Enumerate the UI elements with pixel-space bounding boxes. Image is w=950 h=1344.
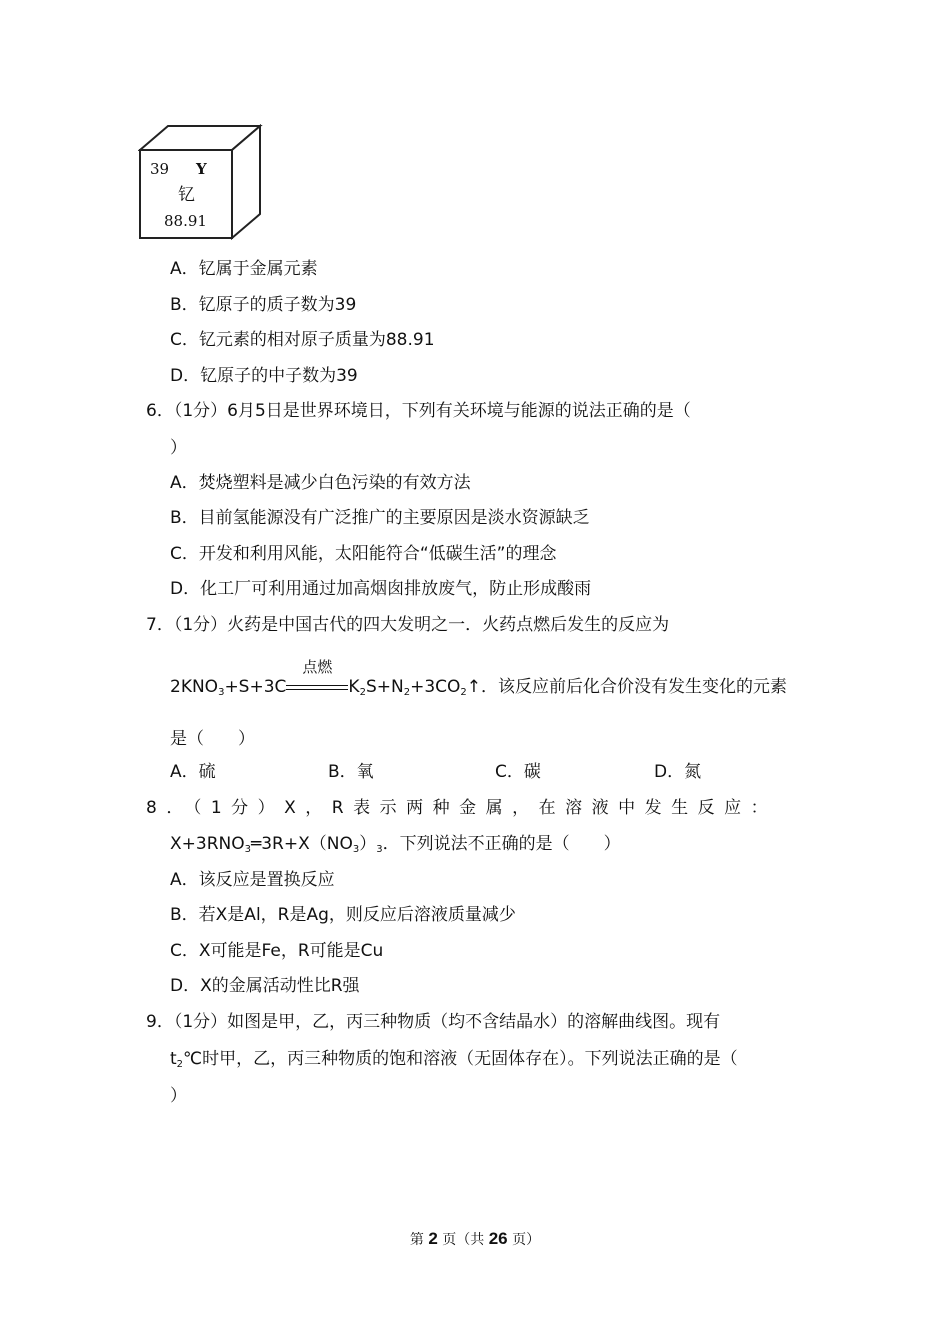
footer-page-number: 2 [428, 1229, 438, 1248]
eq-product-k: K [348, 677, 360, 697]
eq-sub: 2 [403, 687, 411, 698]
eq-part: X+3RNO [170, 834, 245, 854]
footer-text: 页（共 [437, 1232, 489, 1248]
element-mass: 88.91 [164, 212, 207, 230]
q8-option-c: C．X可能是Fe，R可能是Cu [170, 941, 384, 961]
eq-reactants-rest: +S+3C [224, 677, 287, 697]
q7-option-c: C．碳 [495, 762, 541, 782]
eq-condition-label: 点燃 [302, 658, 333, 676]
eq-sub: 2 [359, 687, 366, 698]
eq-part: ．下列说法不正确的是（ ） [382, 834, 621, 854]
q5-option-b: B．钇原子的质子数为39 [170, 295, 357, 315]
eq-reactant-kno3: 2KNO [170, 677, 219, 697]
eq-part: ℃时甲，乙，丙三种物质的饱和溶液（无固体存在）。下列说法正确的是（ [183, 1049, 738, 1069]
q9-stem: 9．（1分）如图是甲，乙，丙三种物质（均不含结晶水）的溶解曲线图。现有 [146, 1012, 721, 1032]
eq-sub: 2 [176, 1059, 184, 1070]
eq-condition-arrow [286, 658, 348, 698]
q5-option-a: A．钇属于金属元素 [170, 259, 318, 279]
footer-total-pages: 26 [488, 1229, 508, 1248]
eq-sub: 2 [460, 687, 467, 698]
q5-option-d: D．钇原子的中子数为39 [170, 366, 358, 386]
q6-option-b: B．目前氢能源没有广泛推广的主要原因是淡水资源缺乏 [170, 508, 590, 528]
q9-stem-cont: ） [170, 1086, 187, 1106]
q7-stem: 7．（1分）火药是中国古代的四大发明之一．火药点燃后发生的反应为 [146, 615, 670, 635]
page-footer [0, 1229, 950, 1249]
q7-stem-cont: 是（ ） [170, 729, 255, 749]
q8-option-a: A．该反应是置换反应 [170, 870, 335, 890]
q5-option-c: C．钇元素的相对原子质量为88.91 [170, 330, 435, 350]
eq-part: t [170, 1049, 177, 1069]
q7-option-d: D．氮 [654, 762, 702, 782]
element-number: 39 [150, 160, 170, 178]
q6-stem: 6．（1分）6月5日是世界环境日，下列有关环境与能源的说法正确的是（ [146, 401, 691, 421]
eq-tail-text: ↑．该反应前后化合价没有发生变化的元素 [466, 677, 788, 697]
eq-sub: 3 [218, 687, 225, 698]
q7-equation [170, 658, 788, 698]
footer-text: 第 [409, 1232, 429, 1248]
footer-text: 页） [507, 1232, 541, 1248]
q6-option-c: C．开发和利用风能，太阳能符合“低碳生活”的理念 [170, 544, 557, 564]
q9-stem-line2 [170, 1048, 738, 1070]
q8-equation [170, 833, 621, 855]
q8-option-b: B．若X是Al，R是Ag，则反应后溶液质量减少 [170, 905, 516, 925]
q6-option-a: A．焚烧塑料是减少白色污染的有效方法 [170, 473, 471, 493]
eq-sub: 3 [352, 844, 360, 855]
eq-part: ） [359, 834, 377, 854]
q8-option-d: D．X的金属活动性比R强 [170, 976, 360, 996]
eq-sub: 3 [376, 844, 383, 855]
element-symbol: Y [196, 160, 207, 178]
eq-product-s-n: S+N [365, 677, 404, 697]
element-card-figure [138, 124, 268, 244]
q6-option-d: D．化工厂可利用通过加高烟囱排放废气，防止形成酸雨 [170, 579, 592, 599]
q8-stem: 8．（1分）X，R表示两种金属，在溶液中发生反应： [146, 798, 778, 818]
eq-sub: 3 [244, 844, 251, 855]
q7-option-a: A．硫 [170, 762, 216, 782]
q6-stem-cont: ） [170, 438, 187, 458]
element-name: 钇 [178, 185, 195, 205]
eq-part: ═3R+X（NO [251, 834, 353, 854]
q7-option-b: B．氧 [328, 762, 374, 782]
eq-product-co: +3CO [410, 677, 461, 697]
